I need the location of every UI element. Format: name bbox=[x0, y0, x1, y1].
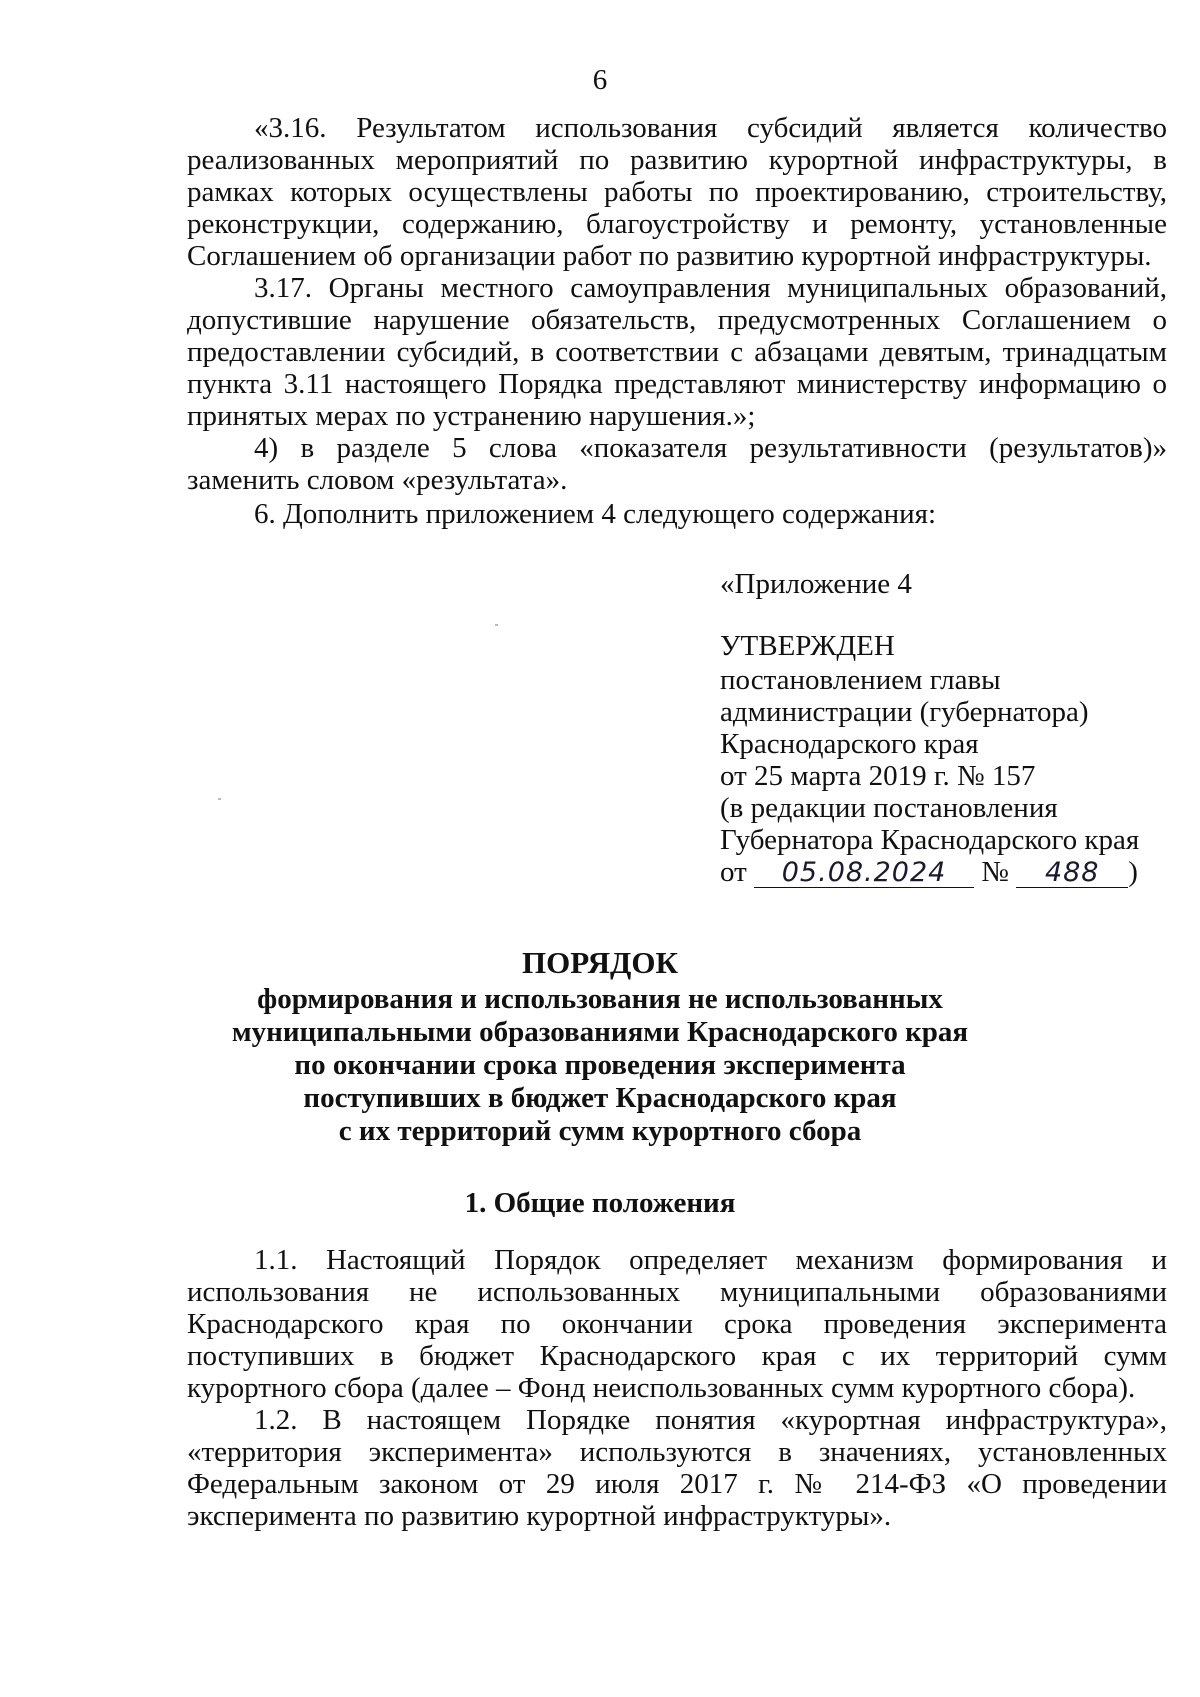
section-title: 1. Общие положения bbox=[464, 1187, 736, 1219]
paragraph-text: 1.2. В настоящем Порядке понятия «курортная инфраструктура», «территория эксперимента» используются в значениях, установленных Федеральным законом от 29 июля 2017 г. № 214-ФЗ «О проведении эксперимента по развитию курортной инфраструктуры». bbox=[187, 1404, 1167, 1532]
paragraph-text: «3.16. Результатом использования субсидий является количество реализованных мероприятий по развитию курортной инфраструктуры, в рамках которых осуществлены работы по проектированию, строительству, реконструкции, содержанию, благоустройству и ремонту, установленные Соглашением об организации работ по развитию курортной инфраструктуры. bbox=[187, 112, 1167, 272]
heading-line: по окончании срока проведения эксперимента bbox=[294, 1049, 906, 1081]
document-heading bbox=[0, 946, 1200, 1148]
approval-line: администрации (губернатора) bbox=[720, 696, 1089, 728]
scan-speck bbox=[495, 624, 498, 626]
approval-block bbox=[720, 630, 1180, 888]
approval-line: постановлением главы bbox=[720, 664, 1001, 696]
paragraph-text: 6. Дополнить приложением 4 следующего содержания: bbox=[254, 498, 937, 530]
heading-line: с их территорий сумм курортного сбора bbox=[338, 1115, 862, 1147]
number-sign: № bbox=[981, 856, 1009, 888]
approval-line: Губернатора Краснодарского края bbox=[720, 824, 1140, 856]
heading-line: поступивших в бюджет Краснодарского края bbox=[303, 1082, 897, 1114]
appendix-title: «Приложение 4 bbox=[720, 568, 912, 600]
approved-label: УТВЕРЖДЕН bbox=[720, 630, 895, 662]
scan-speck bbox=[218, 798, 221, 800]
paragraph-3-16 bbox=[187, 112, 1167, 272]
paragraph-3-17 bbox=[187, 272, 1167, 432]
heading-line: формирования и использования не использованных bbox=[257, 983, 943, 1015]
approval-line: (в редакции постановления bbox=[720, 792, 1058, 824]
handwritten-date: 05.08.2024 bbox=[754, 859, 974, 888]
heading-line: муниципальными образованиями Краснодарского края bbox=[231, 1016, 969, 1048]
page-number: 6 bbox=[592, 64, 608, 96]
paragraph-item-6 bbox=[187, 498, 1167, 530]
paragraph-text: 3.17. Органы местного самоуправления муниципальных образований, допустившие нарушение обязательств, предусмотренных Соглашением о предоставлении субсидий, в соответствии с абзацами девятым, тринадцатым пункта 3.11 настоящего Порядка представляют министерству информацию о принятых мерах по устранению нарушения.»; bbox=[187, 272, 1167, 432]
paragraph-1-1 bbox=[187, 1244, 1167, 1404]
date-prefix: от bbox=[720, 856, 747, 888]
paragraph-text: 4) в разделе 5 слова «показателя результативности (результатов)» заменить словом «результата». bbox=[187, 432, 1167, 496]
paragraph-item-4 bbox=[187, 432, 1167, 496]
paragraph-1-2 bbox=[187, 1404, 1167, 1532]
amendment-date-line bbox=[720, 856, 1180, 888]
paragraph-text: 1.1. Настоящий Порядок определяет механизм формирования и использования не использованных муниципальными образованиями Краснодарского края по окончании срока проведения эксперимента поступивших в бюджет Краснодарского края с их территорий сумм курортного сбора (далее – Фонд неиспользованных сумм курортного сбора). bbox=[187, 1244, 1167, 1404]
handwritten-number: 488 bbox=[1016, 859, 1128, 888]
heading-title: ПОРЯДОК bbox=[522, 945, 678, 980]
closing-parenthesis: ) bbox=[1128, 856, 1138, 888]
approval-line: Краснодарского края bbox=[720, 728, 979, 760]
approval-line: от 25 марта 2019 г. № 157 bbox=[720, 760, 1036, 792]
